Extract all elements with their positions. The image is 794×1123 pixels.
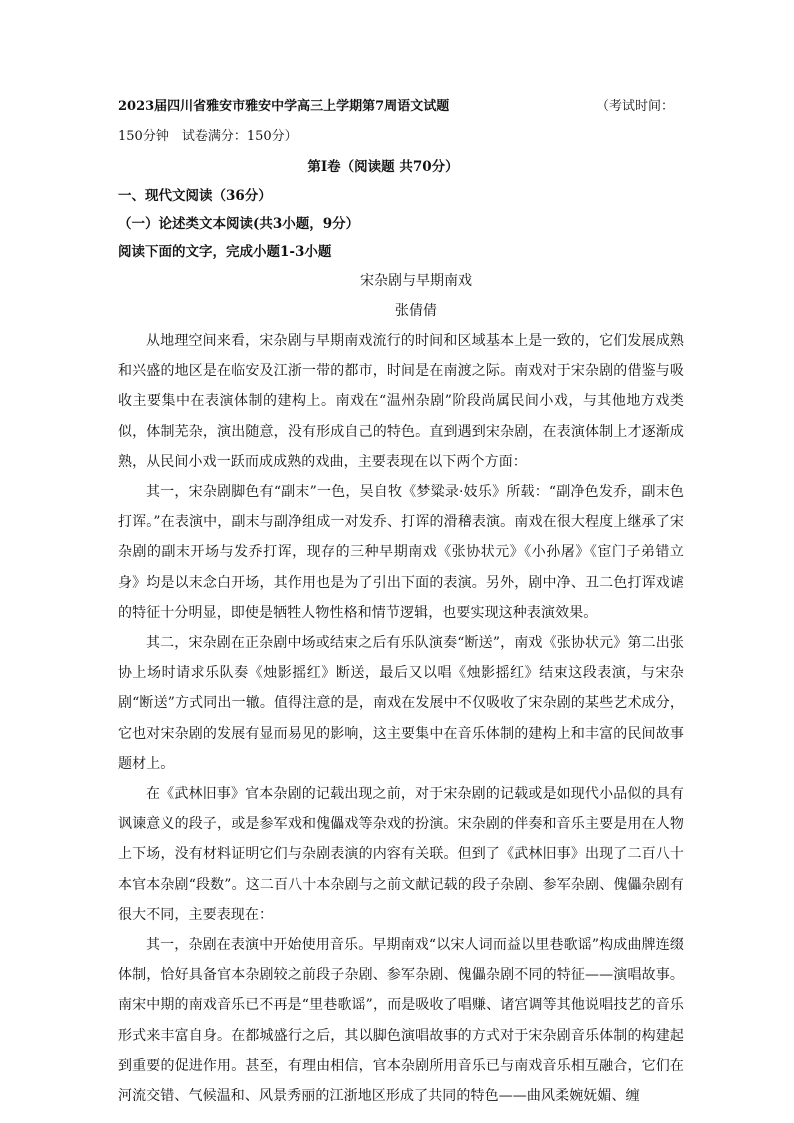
paragraph-1: 从地理空间来看，宋杂剧与早期南戏流行的时间和区域基本上是一致的，它们发展成熟和兴盛的地区是在临安及江浙一带的都市，时间是在南渡之际。南戏对于宋杂剧的借鉴与吸收主要集中在表演体制的建构上。南戏在“温州杂剧”阶段尚属民间小戏，与其他地方戏类似，体制芜杂，演出随意，没有形成自己的特色。直到遇到宋杂剧，在表演体制上才逐渐成熟，从民间小戏一跃而成成熟的戏曲，主要表现在以下两个方面： xyxy=(118,333,684,470)
volume-title: 第Ⅰ卷（阅读题 共70分） xyxy=(307,159,459,175)
paragraph-3: 其二，宋杂剧在正杂剧中场或结束之后有乐队演奏“断送”，南戏《张协状元》第二出张协上场时请求乐队奏《烛影摇红》断送，最后又以唱《烛影摇红》结束这段表演，与宋杂剧“断送”方式同出一辙。值得注意的是，南戏在发展中不仅吸收了宋杂剧的某些艺术成分，它也对宋杂剧的发展有显而易见的影响，这主要集中在音乐体制的建构上和丰富的民间故事题材上。 xyxy=(118,635,684,772)
instruction: 阅读下面的文字，完成小题1-3小题 xyxy=(118,244,332,260)
section-heading: 一、现代文阅读（36分） xyxy=(118,188,272,204)
header-line xyxy=(118,92,684,122)
document-page xyxy=(118,92,684,1111)
paragraph-5: 其一，杂剧在表演中开始使用音乐。早期南戏“以宋人词而益以里巷歌谣”构成曲牌连缀体制，恰好具备官本杂剧较之前段子杂剧、参军杂剧、傀儡杂剧不同的特征——演唱故事。南宋中期的南戏音乐已不再是“里巷歌谣”，而是吸收了唱赚、诸宫调等其他说唱技艺的音乐形式来丰富自身。在都城盛行之后，其以脚色演唱故事的方式对于宋杂剧音乐体制的构建起到重要的促进作用。甚至，有理由相信，官本杂剧所用音乐已与南戏音乐相互融合，它们在河流交错、气候温和、风景秀丽的江浙地区形成了共同的特色——曲风柔婉妩媚、缠 xyxy=(118,937,684,1105)
article-author: 张倩倩 xyxy=(395,303,437,319)
subsection-heading: （一）论述类文本阅读(共3小题，9分） xyxy=(118,216,360,232)
paragraph-2: 其一，宋杂剧脚色有“副末”一色，吴自牧《梦粱录·妓乐》所载：“副净色发乔，副末色打诨。”在表演中，副末与副净组成一对发乔、打诨的滑稽表演。南戏在很大程度上继承了宋杂剧的副末开场与发乔打诨，现存的三种早期南戏《张协状元》《小孙屠》《宦门子弟错立身》均是以末念白开场，其作用也是为了引出下面的表演。另外，剧中净、丑二色打诨戏谑的特征十分明显，即使是牺牲人物性格和情节逻辑，也要实现这种表演效果。 xyxy=(118,484,684,621)
article-title: 宋杂剧与早期南戏 xyxy=(360,273,472,289)
exam-info: 150分钟 试卷满分：150分） xyxy=(118,129,298,144)
paragraph-4: 在《武林旧事》官本杂剧的记载出现之前，对于宋杂剧的记载或是如现代小品似的具有讽谏意义的段子，或是参军戏和傀儡戏等杂戏的扮演。宋杂剧的伴奏和音乐主要是用在人物上下场，没有材料证明它们与杂剧表演的内容有关联。但到了《武林旧事》出现了二百八十本官本杂剧“段数”。这二百八十本杂剧与之前文献记载的段子杂剧、参军杂剧、傀儡杂剧有很大不同，主要表现在： xyxy=(118,786,684,923)
exam-title: 2023届四川省雅安市雅安中学高三上学期第7周语文试题 xyxy=(118,99,450,114)
exam-time-label: （考试时间： xyxy=(595,99,674,114)
